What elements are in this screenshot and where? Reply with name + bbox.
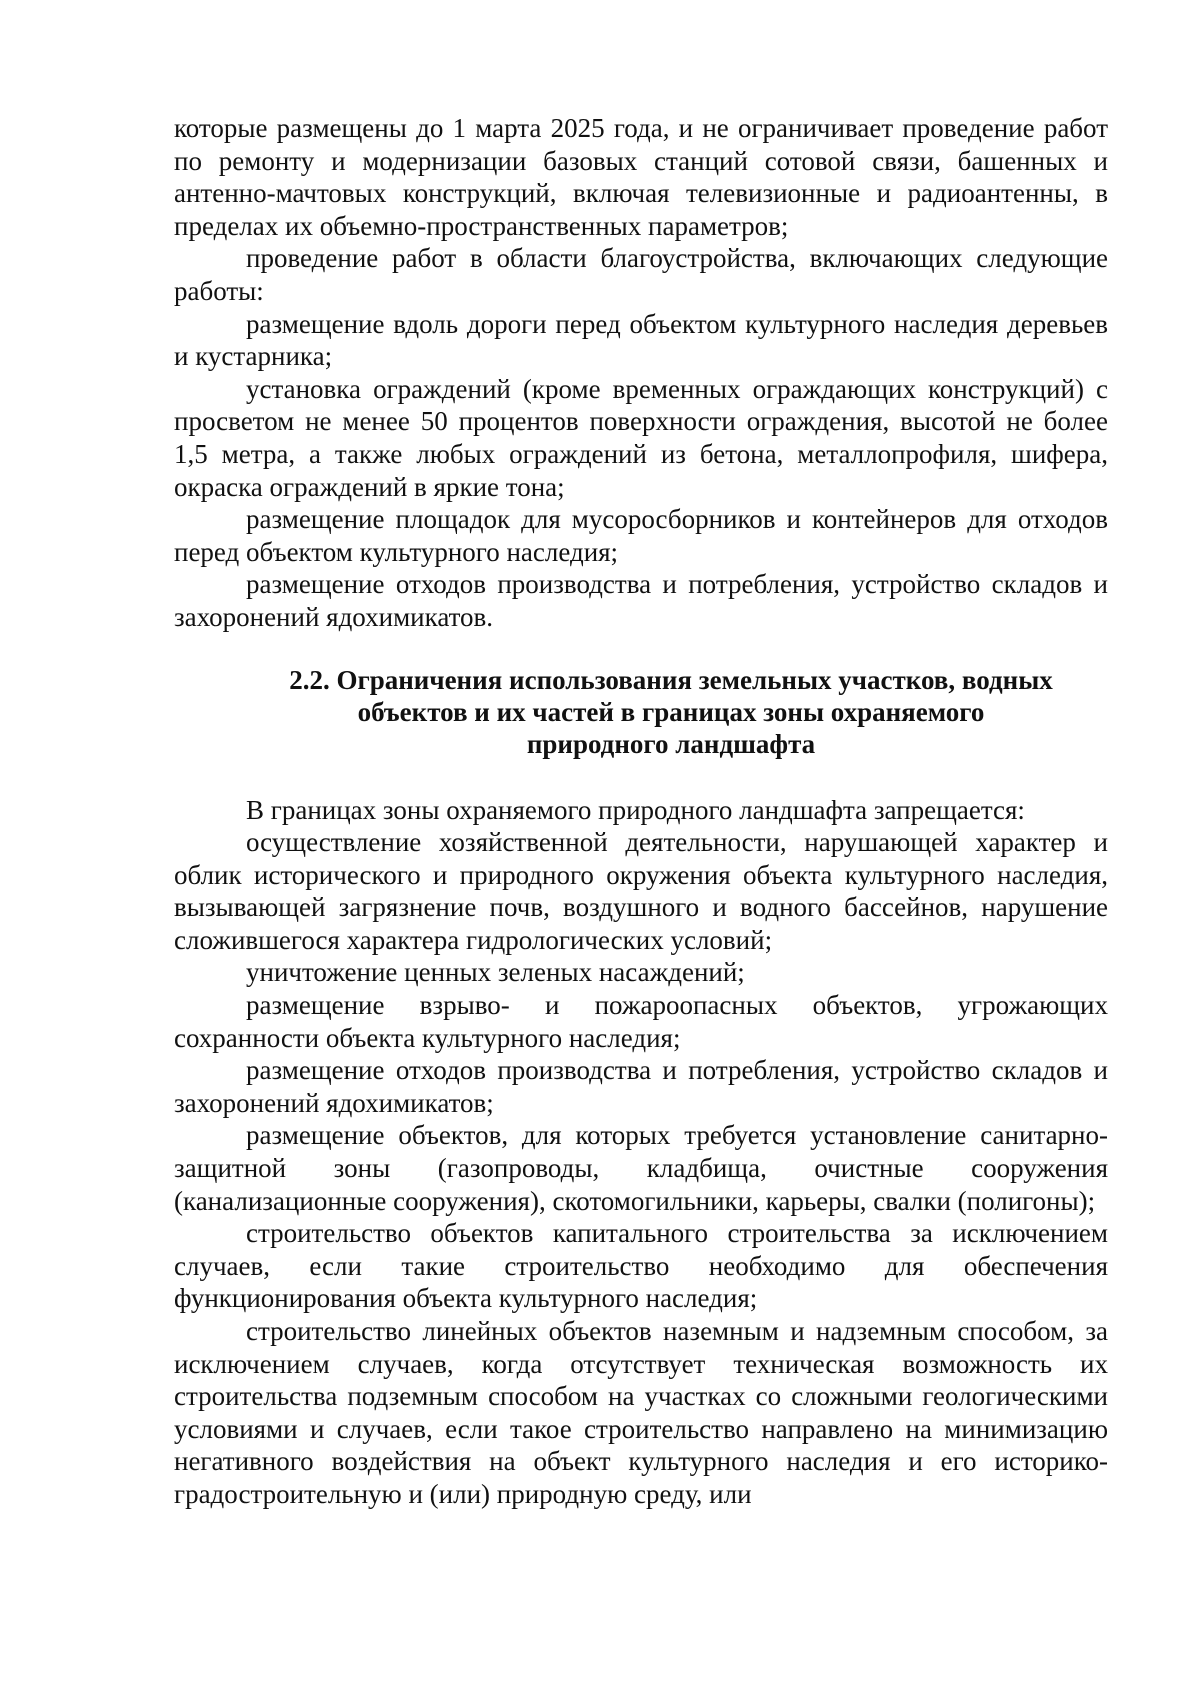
section-heading-line: 2.2. Ограничения использования земельных участков, водных — [289, 664, 1053, 695]
paragraph-waste-disposal: размещение отходов производства и потребления, устройство складов и захоронений ядохимикатов. — [174, 569, 1108, 632]
paragraph-fences: установка ограждений (кроме временных ограждающих конструкций) с просветом не менее 50 процентов поверхности ограждения, высотой не более 1,5 метра, а также любых ограждений из бетона, металлопрофиля, шифера, окраска ограждений в яркие тона; — [174, 373, 1108, 502]
paragraph-trees-placement: размещение вдоль дороги перед объектом культурного наследия деревьев и кустарника; — [174, 308, 1108, 372]
paragraph-linear-objects: строительство линейных объектов наземным и надземным способом, за исключением случаев, когда отсутствует техническая возможность их строительства подземным способом на участках со сложными геологическими условиями и случаев, если такое строительство направлено на минимизацию негативного воздействия на объект культурного наследия и его историко-градостроительную и (или) природную среду, или — [174, 1316, 1108, 1509]
paragraph-prohibited-intro: В границах зоны охраняемого природного ландшафта запрещается: — [246, 794, 1025, 825]
paragraph-landscaping-works: проведение работ в области благоустройства, включающих следующие работы: — [174, 243, 1108, 306]
document-body — [174, 112, 1108, 1511]
paragraph-waste-storage: размещение отходов производства и потребления, устройство складов и захоронений ядохимикатов; — [174, 1055, 1108, 1118]
paragraph-capital-construction: строительство объектов капитального строительства за исключением случаев, если такие строительство необходимо для обеспечения функционирования объекта культурного наследия; — [174, 1218, 1108, 1314]
paragraph-green-spaces: уничтожение ценных зеленых насаждений; — [246, 957, 745, 988]
section-heading-line: природного ландшафта — [526, 728, 816, 759]
paragraph-hazardous-objects: размещение взрыво- и пожароопасных объектов, угрожающих сохранности объекта культурного наследия; — [174, 990, 1108, 1053]
paragraph-economic-activity: осуществление хозяйственной деятельности, нарушающей характер и облик исторического и природного окружения объекта культурного наследия, вызывающей загрязнение почв, воздушного и водного бассейнов, нарушение сложившегося характера гидрологических условий; — [174, 827, 1108, 955]
paragraph-waste-sites: размещение площадок для мусоросборников и контейнеров для отходов перед объектом культурного наследия; — [174, 504, 1108, 567]
paragraph-continuation: которые размещены до 1 марта 2025 года, и не ограничивает проведение работ по ремонту и модернизации базовых станций сотовой связи, башенных и антенно-мачтовых конструкций, включая телевизионные и радиоантенны, в пределах их объемно-пространственных параметров; — [174, 113, 1108, 241]
paragraph-sanitary-zone: размещение объектов, для которых требуется установление санитарно-защитной зоны (газопроводы, кладбища, очистные сооружения (канализационные сооружения), скотомогильники, карьеры, свалки (полигоны); — [174, 1120, 1108, 1216]
section-heading-line: объектов и их частей в границах зоны охраняемого — [357, 696, 985, 727]
section-heading — [174, 664, 1108, 760]
